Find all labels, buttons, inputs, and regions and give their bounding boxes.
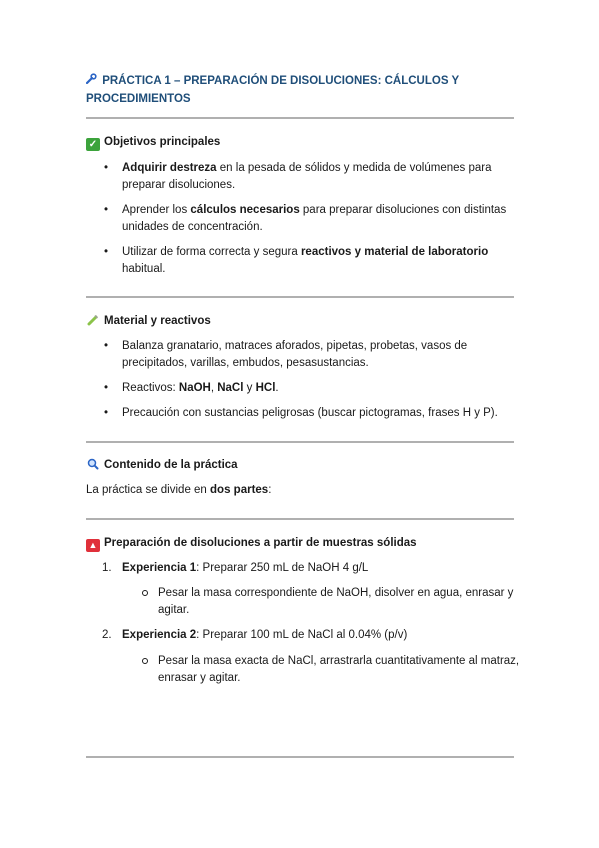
divider	[86, 518, 514, 520]
bullet: •	[104, 407, 109, 419]
objetivos-list	[102, 160, 514, 278]
list-item: • Utilizar de forma correcta y segura reactivos y material de laboratorio habitual.	[104, 246, 489, 275]
list-item-reactivos: • Reactivos: NaOH, NaCl y HCl.	[102, 380, 514, 397]
bullet: •	[104, 162, 109, 174]
divider	[86, 117, 514, 119]
circle-bullet	[142, 590, 148, 596]
bullet: •	[104, 382, 109, 394]
list-item: • Balanza granatario, matraces aforados, pipetas, probetas, vasos de precipitados, varillas, embudos, pesasustancias.	[104, 340, 468, 369]
circle-bullet	[142, 658, 148, 664]
divider	[86, 756, 514, 758]
list-item: • Aprender los cálculos necesarios para preparar disoluciones con distintas unidades de concentración.	[104, 204, 507, 233]
experiencia-item-1: 1. Experiencia 1: Preparar 250 mL de NaOH 4 g/L	[102, 562, 369, 574]
page-title-text: PRÁCTICA 1 – PREPARACIÓN DE DISOLUCIONES: CÁLCULOS Y PROCEDIMIENTOS	[86, 75, 459, 105]
bullet: •	[104, 246, 109, 258]
bullet: •	[104, 340, 109, 352]
check-icon: ✓	[86, 138, 100, 151]
list-item: • Adquirir destreza en la pesada de sólidos y medida de volúmenes para preparar disoluciones.	[104, 162, 492, 191]
section-heading-material: Material y reactivos	[86, 313, 211, 329]
page-title	[86, 72, 506, 108]
list-item: • Precaución con sustancias peligrosas (buscar pictogramas, frases H y P).	[102, 405, 514, 422]
section-heading-contenido: Contenido de la práctica	[86, 457, 238, 473]
divider	[86, 441, 514, 443]
section-heading-preparacion: ▲ Preparación de disoluciones a partir de muestras sólidas	[86, 535, 417, 552]
warning-icon: ▲	[86, 539, 100, 552]
experiencia-detail-2: Pesar la masa exacta de NaCl, arrastrarla cuantitativamente al matraz, enrasar y agitar.	[142, 653, 533, 687]
wrench-icon	[86, 72, 99, 90]
magnifier-icon	[86, 458, 100, 471]
test-tube-icon	[86, 314, 100, 327]
divider	[86, 296, 514, 298]
contenido-intro: La práctica se divide en dos partes:	[86, 484, 272, 496]
experiencia-detail-1: Pesar la masa correspondiente de NaOH, disolver en agua, enrasar y agitar.	[142, 585, 533, 619]
bullet: •	[104, 204, 109, 216]
experiencia-item-2: 2. Experiencia 2: Preparar 100 mL de NaCl al 0.04% (p/v)	[102, 629, 408, 641]
material-list	[102, 338, 514, 422]
section-heading-objetivos: ✓ Objetivos principales	[86, 134, 220, 151]
